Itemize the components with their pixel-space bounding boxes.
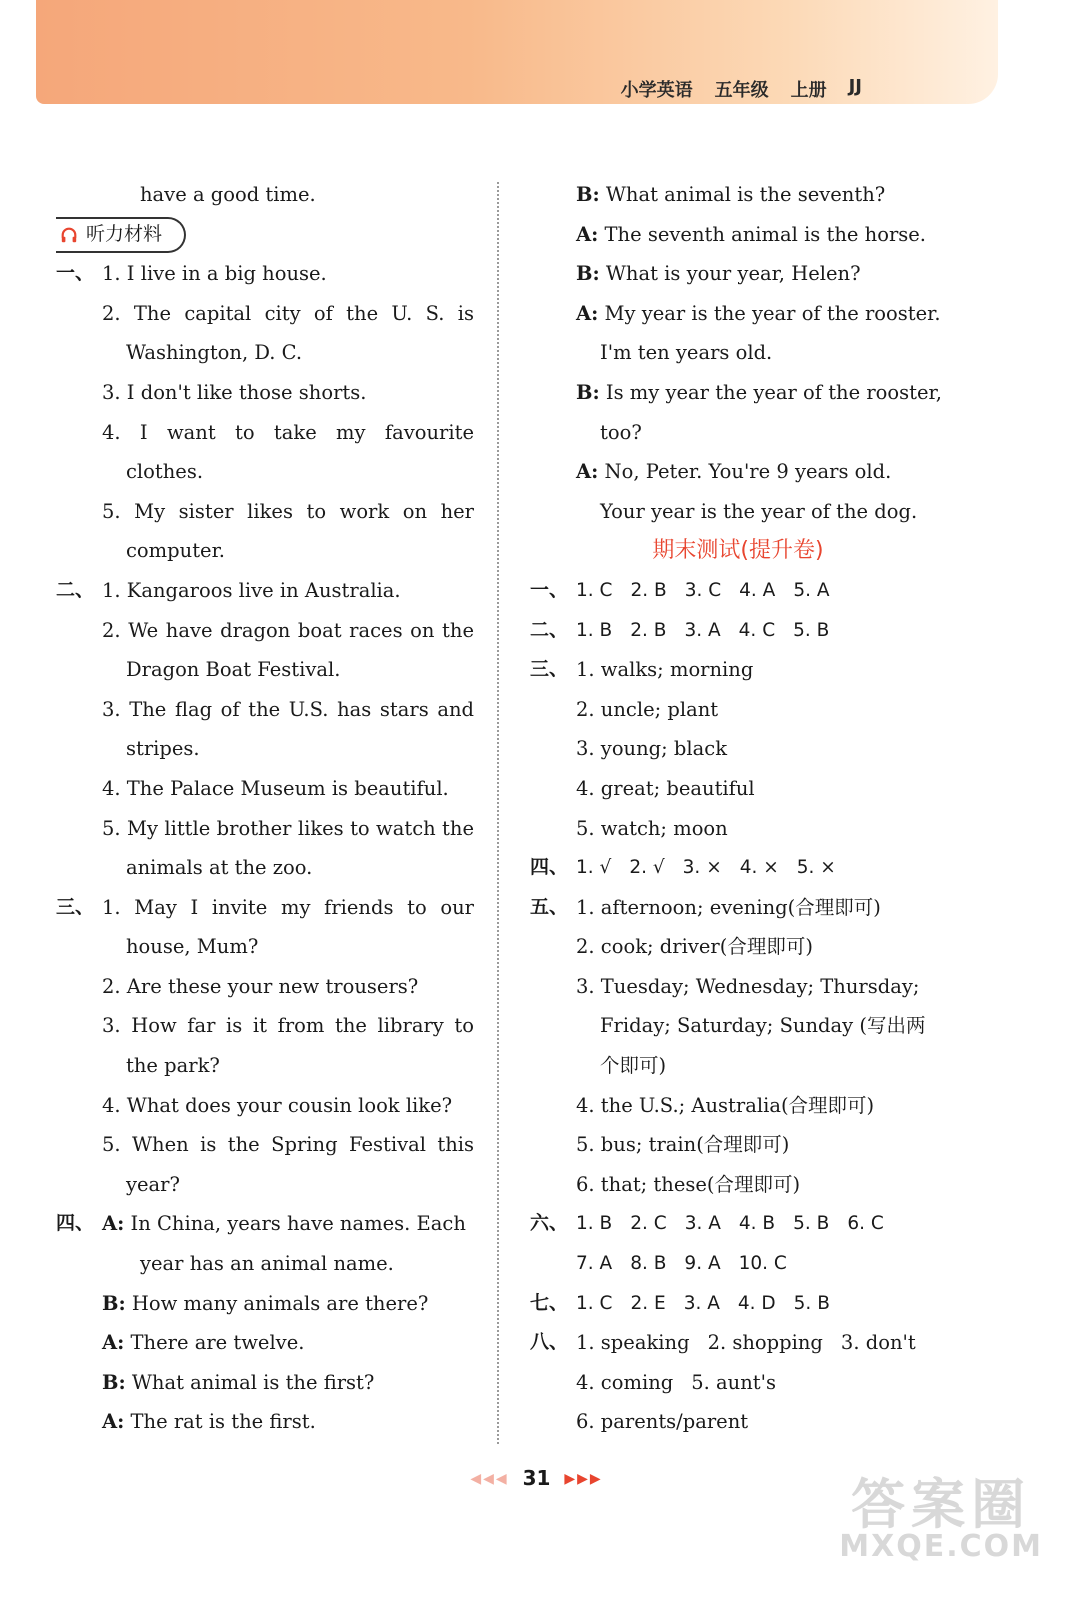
- line-text: My year is the year of the rooster.: [604, 301, 941, 325]
- dialog-line-6: [530, 373, 946, 413]
- answer-item: 1. speaking: [576, 1331, 690, 1355]
- answer-item: 2. √: [629, 857, 665, 879]
- watermark-en: MXQE.COM: [839, 1529, 1043, 1564]
- s3-line-7: 5. When is the Spring Festival this: [102, 1133, 474, 1157]
- answer-item: 5. B: [793, 619, 830, 641]
- s1-line-8: computer.: [126, 539, 225, 563]
- s1-line-4: 3. I don't like those shorts.: [102, 380, 367, 404]
- section-label: 二、: [530, 618, 569, 641]
- line-text: What animal is the seventh?: [605, 183, 886, 206]
- s3-line-3: 2. Are these your new trousers?: [102, 974, 419, 998]
- section-label: 二、: [56, 578, 95, 601]
- right-column: [530, 175, 946, 1442]
- answer-item: 1. C: [576, 1292, 613, 1314]
- s1-line-7: 5. My sister likes to work on her: [102, 499, 474, 523]
- answer-item: 2. E: [630, 1292, 666, 1314]
- dialog-line-2: [530, 215, 946, 255]
- section-label: 三、: [56, 895, 95, 918]
- line-text: In China, years have names. Each: [130, 1212, 466, 1236]
- answer-item: 4. ×: [739, 857, 779, 879]
- section-label: 五、: [530, 895, 569, 918]
- section-label: 一、: [530, 578, 569, 601]
- s2-line-5: stripes.: [126, 737, 200, 761]
- answer-row: [576, 1204, 946, 1244]
- answer-row: [576, 1284, 946, 1324]
- section-label: 一、: [56, 262, 95, 285]
- header-volume: 上册: [790, 80, 827, 101]
- a1-line: [530, 571, 946, 611]
- s2-line-4: 3. The flag of the U.S. has stars and: [102, 697, 474, 721]
- answer-row: [576, 848, 946, 888]
- s4-line-6: [56, 1402, 474, 1442]
- answer-item: 3. A: [683, 1292, 720, 1314]
- listening-title: [56, 217, 186, 253]
- s3-line-6: 4. What does your cousin look like?: [102, 1093, 453, 1117]
- section-label: 四、: [530, 856, 569, 879]
- speaker-label: A:: [102, 1212, 125, 1236]
- line-text: 1. May I invite my friends to our: [102, 895, 474, 919]
- speaker-label: A:: [102, 1331, 125, 1355]
- watermark-logo: [839, 1473, 1043, 1564]
- line-text: What is your year, Helen?: [605, 262, 861, 286]
- a8-line-3: 6. parents/parent: [576, 1410, 749, 1434]
- s3-line-8: year?: [126, 1172, 180, 1196]
- exam-title: 期末测试(提升卷): [652, 538, 824, 564]
- speaker-label: B:: [576, 262, 600, 286]
- s2-line-1: [56, 571, 474, 611]
- s2-line-2: 2. We have dragon boat races on the: [102, 618, 474, 642]
- section-label: 四、: [56, 1212, 95, 1235]
- a3-line-4: 4. great; beautiful: [576, 776, 755, 800]
- a2-line: [530, 611, 946, 651]
- header-edition: JJ: [848, 76, 862, 97]
- s3-line-5: the park?: [126, 1054, 220, 1078]
- speaker-label: B:: [102, 1291, 126, 1315]
- section-label: 八、: [530, 1331, 569, 1354]
- line-text: The seventh animal is the horse.: [604, 222, 927, 246]
- header-subject: 小学英语: [620, 80, 693, 101]
- line-text: What animal is the first?: [131, 1370, 375, 1394]
- answer-item: 3. C: [684, 579, 722, 601]
- s3-line-1: [56, 888, 474, 928]
- answer-item: 1. C: [576, 579, 613, 601]
- answer-item: 5. aunt's: [691, 1370, 776, 1394]
- s2-line-3: Dragon Boat Festival.: [126, 658, 341, 682]
- answer-item: 8. B: [630, 1253, 667, 1275]
- a6-line-1: [530, 1204, 946, 1244]
- listening-title-text: 听力材料: [86, 222, 163, 245]
- s3-line-2: house, Mum?: [126, 935, 259, 959]
- answer-row: [576, 1363, 946, 1403]
- a5-line-4: Friday; Saturday; Sunday (写出两: [600, 1014, 926, 1038]
- dialog-line-5: I'm ten years old.: [600, 341, 773, 365]
- line-text: 1. I live in a big house.: [102, 262, 327, 286]
- line-text: The rat is the first.: [130, 1410, 316, 1434]
- s2-line-7: 5. My little brother likes to watch the: [102, 816, 474, 840]
- a5-line-1: [530, 888, 946, 928]
- answer-item: 2. B: [630, 579, 667, 601]
- answer-item: 3. A: [684, 1213, 721, 1235]
- a5-line-5: 个即可): [600, 1054, 667, 1078]
- answer-item: 4. A: [739, 579, 776, 601]
- dialog-line-3: [530, 254, 946, 294]
- a5-line-6: 4. the U.S.; Australia(合理即可): [576, 1093, 875, 1117]
- line-text: 1. afternoon; evening(合理即可): [576, 895, 881, 919]
- a5-line-3: 3. Tuesday; Wednesday; Thursday;: [576, 974, 920, 998]
- line-text: 1. Kangaroos live in Australia.: [102, 578, 401, 602]
- dialog-line-8: [530, 452, 946, 492]
- s1-line-6: clothes.: [126, 460, 204, 484]
- a8-line-2: [530, 1363, 946, 1403]
- speaker-label: B:: [576, 380, 600, 404]
- s1-line-3: Washington, D. C.: [126, 341, 303, 365]
- s4-line-4: [56, 1323, 474, 1363]
- answer-item: 5. B: [793, 1213, 830, 1235]
- s3-line-4: 3. How far is it from the library to: [102, 1014, 474, 1038]
- answer-item: 3. A: [684, 619, 721, 641]
- s2-line-8: animals at the zoo.: [126, 856, 313, 880]
- section-label: 三、: [530, 658, 569, 681]
- intro-line: have a good time.: [140, 183, 316, 206]
- answer-row: [576, 571, 946, 611]
- a6-line-2: [530, 1244, 946, 1284]
- answer-row: [576, 611, 946, 651]
- answer-item: 6. C: [847, 1213, 884, 1235]
- header-grade: 五年级: [714, 80, 769, 101]
- a3-line-2: 2. uncle; plant: [576, 697, 719, 721]
- line-text: There are twelve.: [130, 1331, 305, 1355]
- dialog-line-4: [530, 294, 946, 334]
- answer-item: 5. ×: [796, 857, 836, 879]
- answer-item: 9. A: [684, 1253, 721, 1275]
- a8-line-1: [530, 1323, 946, 1363]
- section-label: 六、: [530, 1212, 569, 1235]
- page-number: 31: [522, 1466, 551, 1490]
- speaker-label: A:: [576, 301, 599, 325]
- dialog-line-1: [530, 175, 946, 215]
- s2-line-6: 4. The Palace Museum is beautiful.: [102, 776, 449, 800]
- line-text: Is my year the year of the rooster,: [605, 380, 942, 404]
- a3-line-1: [530, 650, 946, 690]
- section-label: 七、: [530, 1291, 569, 1314]
- answer-item: 4. C: [738, 619, 776, 641]
- s1-line-2: 2. The capital city of the U. S. is: [102, 301, 474, 325]
- dialog-line-7: too?: [600, 420, 642, 444]
- s4-line-3: [56, 1284, 474, 1324]
- listening-title-row: [56, 215, 474, 255]
- headphones-icon: [60, 226, 78, 244]
- a5-line-2: 2. cook; driver(合理即可): [576, 935, 813, 959]
- a5-line-8: 6. that; these(合理即可): [576, 1172, 801, 1196]
- s4-line-1: [56, 1204, 474, 1244]
- left-arrows-icon: ◀◀◀: [470, 1471, 509, 1487]
- watermark-cn: 答案圈: [851, 1473, 1032, 1536]
- right-arrows-icon: ▶▶▶: [564, 1471, 603, 1487]
- answer-item: 7. A: [576, 1253, 613, 1275]
- header-banner: [36, 0, 998, 104]
- s1-line-1: [56, 254, 474, 294]
- a3-line-5: 5. watch; moon: [576, 816, 728, 840]
- answer-row: [576, 1244, 946, 1284]
- speaker-label: A:: [576, 460, 599, 484]
- answer-item: 4. D: [737, 1292, 776, 1314]
- s4-line-2: year has an animal name.: [140, 1252, 394, 1276]
- answer-item: 5. A: [793, 579, 830, 601]
- column-divider: [497, 182, 499, 1444]
- answer-item: 5. B: [793, 1292, 830, 1314]
- answer-item: 1. B: [576, 1213, 613, 1235]
- answer-item: 3. ×: [682, 857, 722, 879]
- speaker-label: B:: [576, 183, 600, 206]
- answer-item: 4. coming: [576, 1370, 674, 1394]
- header-info: [621, 76, 862, 102]
- answer-item: 2. B: [630, 619, 667, 641]
- speaker-label: A:: [576, 222, 599, 246]
- line-text: 1. walks; morning: [576, 658, 754, 682]
- answer-item: 2. shopping: [707, 1331, 823, 1355]
- answer-item: 10. C: [738, 1253, 787, 1275]
- answer-row: [576, 1323, 946, 1363]
- speaker-label: B:: [102, 1370, 126, 1394]
- answer-item: 4. B: [738, 1213, 776, 1235]
- s4-line-5: [56, 1363, 474, 1403]
- a3-line-3: 3. young; black: [576, 737, 728, 761]
- answer-item: 2. C: [630, 1213, 667, 1235]
- answer-item: 3. don't: [840, 1331, 916, 1355]
- answer-item: 1. B: [576, 619, 613, 641]
- line-text: How many animals are there?: [131, 1291, 429, 1315]
- a7-line: [530, 1284, 946, 1324]
- answer-item: 1. √: [576, 857, 612, 879]
- s1-line-5: 4. I want to take my favourite: [102, 420, 474, 444]
- speaker-label: A:: [102, 1410, 125, 1434]
- a5-line-7: 5. bus; train(合理即可): [576, 1133, 790, 1157]
- line-text: No, Peter. You're 9 years old.: [604, 460, 892, 484]
- a4-line: [530, 848, 946, 888]
- dialog-line-9: Your year is the year of the dog.: [600, 499, 918, 523]
- left-column: [56, 175, 474, 1442]
